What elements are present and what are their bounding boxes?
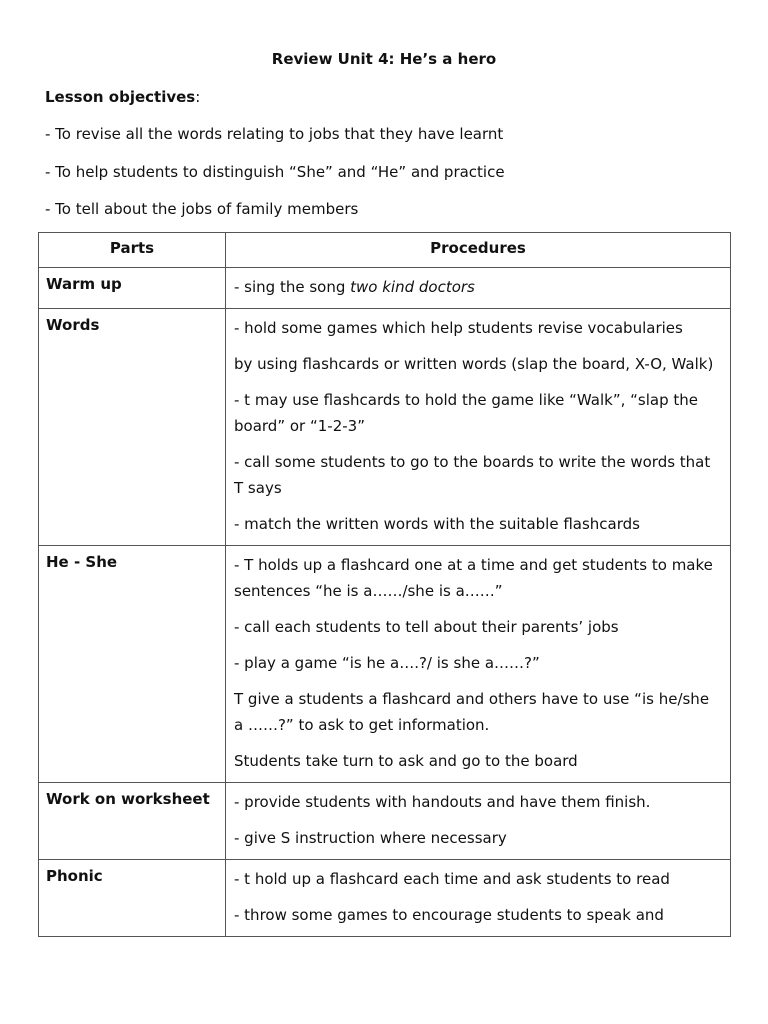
table-row bbox=[39, 309, 731, 546]
procedure-line: - match the written words with the suitable flashcards bbox=[234, 515, 640, 533]
table-row bbox=[39, 783, 731, 860]
procedures-cell bbox=[226, 546, 731, 783]
part-name-cell: He - She bbox=[39, 546, 226, 783]
objectives-heading bbox=[45, 88, 200, 106]
objective-item: - To tell about the jobs of family members bbox=[45, 200, 359, 218]
table-row bbox=[39, 268, 731, 309]
objective-item: - To help students to distinguish “She” and “He” and practice bbox=[45, 163, 505, 181]
procedure-line: - t hold up a flashcard each time and ask students to read bbox=[234, 870, 670, 888]
column-header-parts: Parts bbox=[39, 233, 226, 268]
table-header-row bbox=[39, 233, 731, 268]
procedure-line-text: - sing the song bbox=[234, 278, 351, 296]
table-body bbox=[39, 268, 731, 937]
objectives-heading-text: Lesson objectives bbox=[45, 88, 196, 106]
part-name-cell: Phonic bbox=[39, 860, 226, 937]
procedure-line: - give S instruction where necessary bbox=[234, 829, 507, 847]
part-name-cell: Words bbox=[39, 309, 226, 546]
procedures-cell bbox=[226, 268, 731, 309]
document-title: Review Unit 4: He’s a hero bbox=[271, 50, 497, 68]
procedure-line: Students take turn to ask and go to the board bbox=[234, 752, 578, 770]
procedures-cell bbox=[226, 860, 731, 937]
column-header-procedures: Procedures bbox=[226, 233, 731, 268]
procedure-line: - t may use flashcards to hold the game like “Walk”, “slap the board” or “1-2-3” bbox=[234, 391, 699, 435]
procedure-line: - throw some games to encourage students to speak and bbox=[234, 906, 664, 924]
procedure-line: T give a students a flashcard and others have to use “is he/she a ……?” to ask to get information. bbox=[234, 690, 710, 734]
table-row bbox=[39, 860, 731, 937]
procedure-line: - provide students with handouts and have them finish. bbox=[234, 793, 651, 811]
procedure-line bbox=[234, 274, 722, 300]
objective-item: - To revise all the words relating to jobs that they have learnt bbox=[45, 125, 504, 143]
procedure-line: - play a game “is he a….?/ is she a……?” bbox=[234, 654, 540, 672]
objectives-heading-colon: : bbox=[195, 88, 201, 106]
procedure-line: - call some students to go to the boards to write the words that T says bbox=[234, 453, 711, 497]
procedure-line: - call each students to tell about their parents’ jobs bbox=[234, 618, 619, 636]
procedure-line: by using flashcards or written words (slap the board, X-O, Walk) bbox=[234, 355, 714, 373]
part-name-cell: Warm up bbox=[39, 268, 226, 309]
lesson-plan-table bbox=[38, 232, 731, 937]
table-row bbox=[39, 546, 731, 783]
procedure-line: - hold some games which help students revise vocabularies bbox=[234, 319, 683, 337]
procedure-line: - T holds up a flashcard one at a time and get students to make sentences “he is a……/she is a……” bbox=[234, 556, 713, 600]
part-name-cell: Work on worksheet bbox=[39, 783, 226, 860]
song-title: two kind doctors bbox=[350, 278, 475, 296]
procedures-cell bbox=[226, 783, 731, 860]
procedures-cell bbox=[226, 309, 731, 546]
